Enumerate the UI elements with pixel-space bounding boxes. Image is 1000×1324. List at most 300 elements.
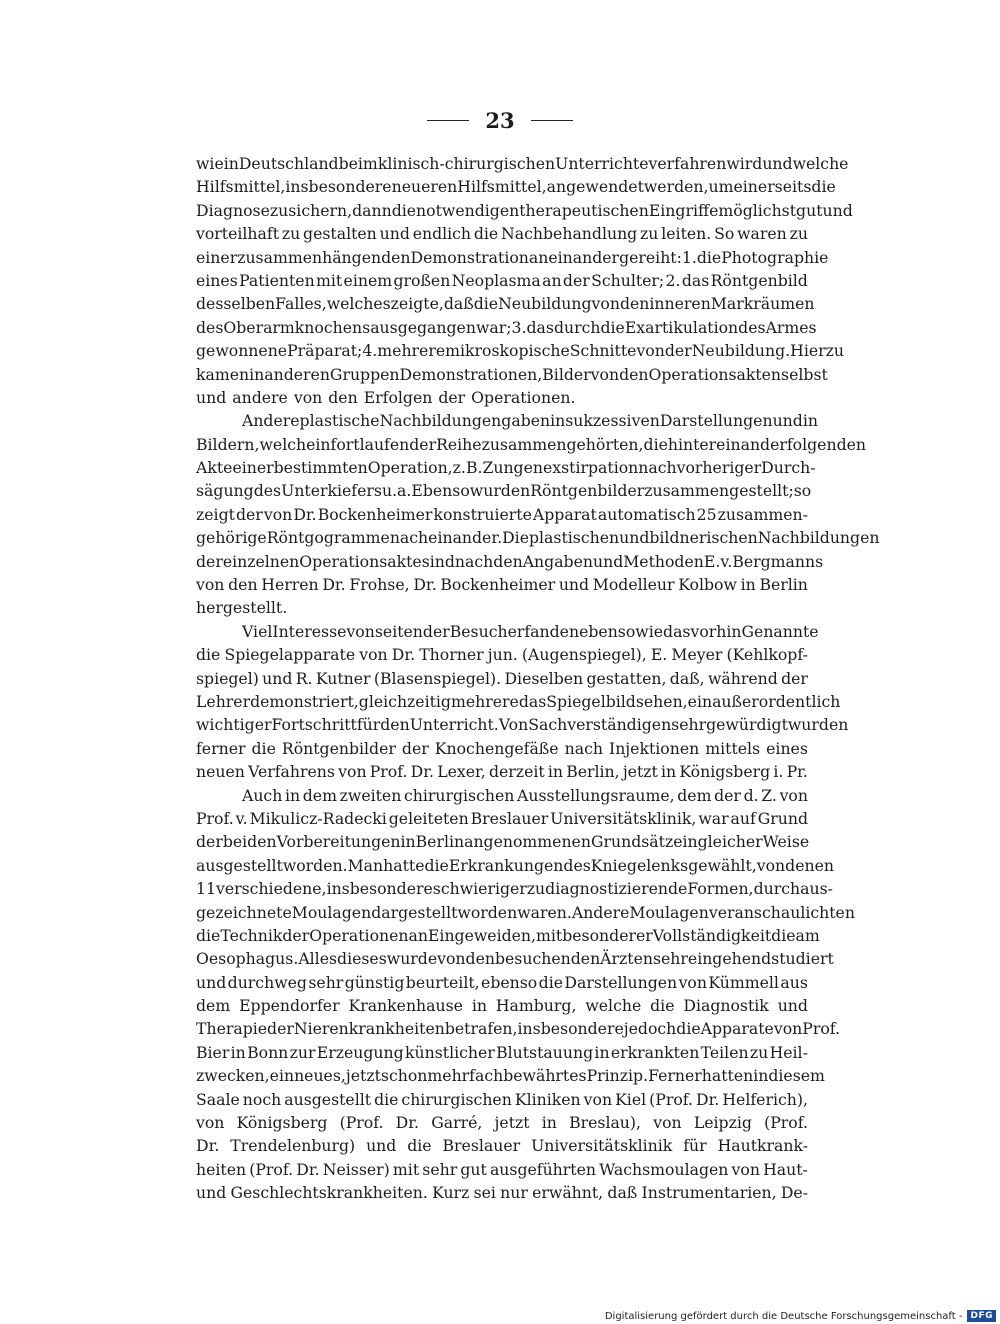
word: die xyxy=(696,247,722,267)
word: Formen, xyxy=(687,879,754,899)
word: 25 xyxy=(696,504,717,524)
word: welche xyxy=(585,996,642,1016)
word: (Prof. xyxy=(649,1089,693,1109)
word: Apparat xyxy=(532,504,597,524)
word: und xyxy=(619,528,650,548)
word: die xyxy=(811,177,836,197)
word: Kurz xyxy=(432,1183,470,1203)
word: anderen xyxy=(264,364,330,384)
text-line xyxy=(196,316,817,339)
word: (Kehlkopf- xyxy=(726,645,808,665)
word: Röntgogramme xyxy=(266,528,390,548)
word: Deutschland xyxy=(238,154,339,173)
word: zu xyxy=(269,200,289,220)
word: der xyxy=(664,341,692,361)
word: Patienten xyxy=(239,270,315,290)
word: E. xyxy=(650,645,668,665)
text-line xyxy=(196,807,808,830)
word: Kliniken xyxy=(514,1089,581,1109)
word: zu xyxy=(789,224,808,244)
word: Geschlechtskrankheiten. xyxy=(230,1183,428,1203)
word: ferner xyxy=(196,738,246,758)
word: sehr xyxy=(422,1159,458,1179)
word: besuchenden xyxy=(494,949,601,969)
word: die xyxy=(643,434,668,454)
word: geleiteten xyxy=(388,808,469,828)
word: jetzt xyxy=(622,762,658,782)
word: der xyxy=(267,1019,294,1039)
word: demonstriert, xyxy=(250,691,359,711)
word: Erfolgen xyxy=(363,387,433,407)
word: a. xyxy=(397,481,412,501)
word: wurde xyxy=(386,949,438,969)
word: chirurgischen xyxy=(401,1089,512,1109)
word: die xyxy=(424,855,449,875)
word: sehr xyxy=(671,715,707,735)
word: Dieselben xyxy=(504,668,584,688)
word: diagnostizierende xyxy=(545,879,688,899)
word: der xyxy=(282,925,310,945)
text-line xyxy=(196,386,808,409)
word: selbst xyxy=(781,364,828,384)
word: der xyxy=(422,621,450,641)
text-line xyxy=(196,994,808,1017)
word: des xyxy=(563,855,591,875)
word: Präparat; xyxy=(287,341,363,361)
word: wichtiger xyxy=(196,715,272,735)
word: Kolbow xyxy=(678,575,737,595)
word: Kutner xyxy=(315,668,371,688)
word: Operationsakten xyxy=(648,364,782,384)
word: bildnerischen xyxy=(649,528,758,548)
word: Dr. xyxy=(322,575,346,595)
word: nach xyxy=(638,458,677,478)
word: gezeichnete xyxy=(196,902,292,922)
word: v. xyxy=(235,808,248,828)
word: von xyxy=(773,1019,803,1039)
word: den xyxy=(493,551,523,571)
word: die xyxy=(407,1136,432,1156)
word: die xyxy=(473,224,499,244)
word: Man xyxy=(347,855,384,875)
word: für xyxy=(683,1136,707,1156)
word: während xyxy=(707,668,778,688)
word: Frohse, xyxy=(349,575,410,595)
word: Markräumen xyxy=(710,294,815,314)
word: verfahren xyxy=(648,154,727,173)
word: einzelnen xyxy=(222,551,300,571)
word: 4. xyxy=(362,341,378,361)
word: und xyxy=(379,224,410,244)
word: plastische xyxy=(299,411,380,431)
word: mehrfach xyxy=(427,1066,504,1086)
word: Hamburg, xyxy=(495,996,577,1016)
word: derzeit xyxy=(488,762,545,782)
word: jetzt xyxy=(494,1113,530,1133)
page-number: 23 xyxy=(485,108,515,133)
word: beim xyxy=(338,154,378,173)
word: Lehrer xyxy=(196,691,251,711)
word: in xyxy=(284,785,301,805)
word: vorheriger xyxy=(676,458,762,478)
word: zusammenhängenden xyxy=(237,247,411,267)
word: vorteilhaft xyxy=(196,224,279,244)
word: aus- xyxy=(800,879,833,899)
word: hintereinander xyxy=(667,434,787,454)
word: u. xyxy=(381,481,398,501)
word: chirurgischen xyxy=(403,785,515,805)
word: Fortschritt xyxy=(271,715,357,735)
word: klinisch-chirurgischen xyxy=(377,154,556,173)
footer-credit: Digitalisierung gefördert durch die Deutsche Forschungsgemeinschaft - xyxy=(604,1310,963,1322)
word: zur xyxy=(289,1042,316,1062)
word: gewürdigt xyxy=(706,715,788,735)
word: von xyxy=(756,855,786,875)
word: Berlin xyxy=(759,575,808,595)
word: Oesophagus. xyxy=(196,949,299,969)
word: zu xyxy=(749,1042,769,1062)
word: dem xyxy=(196,996,231,1016)
word: der xyxy=(401,738,429,758)
word: auf xyxy=(730,808,756,828)
word: studiert xyxy=(771,949,834,969)
word: an xyxy=(542,270,562,290)
text-line xyxy=(196,222,808,245)
text-line xyxy=(196,550,824,573)
word: Helferich), xyxy=(722,1089,808,1109)
word: das xyxy=(681,270,710,290)
word: Nierenkrankheiten xyxy=(293,1019,445,1039)
word: den xyxy=(619,294,650,314)
text-body xyxy=(196,152,880,1205)
text-line xyxy=(196,269,808,292)
word: betrafen, xyxy=(444,1019,518,1039)
word: gewonnene xyxy=(196,341,288,361)
word: gut xyxy=(460,1159,487,1179)
word: Reihe xyxy=(436,434,482,454)
text-line xyxy=(196,152,849,175)
word: neues, xyxy=(294,1066,346,1086)
word: Schulter; xyxy=(591,270,665,290)
word: Prinzip. xyxy=(586,1066,649,1086)
word: Erzeugung xyxy=(316,1042,404,1062)
word: dem xyxy=(302,785,337,805)
word: Heil- xyxy=(769,1042,808,1062)
word: in xyxy=(550,411,566,431)
word: von xyxy=(636,341,665,361)
word: von xyxy=(653,1113,682,1133)
word: andere xyxy=(232,387,288,407)
word: Weise xyxy=(762,832,810,852)
word: so xyxy=(793,481,812,501)
word: und xyxy=(777,996,808,1016)
text-line xyxy=(196,901,855,924)
text-line xyxy=(196,503,808,526)
text-line xyxy=(196,409,818,432)
word: Prof. xyxy=(369,762,408,782)
word: Genannte xyxy=(741,621,819,641)
word: spiegel) xyxy=(196,668,259,688)
word: 1. xyxy=(681,247,697,267)
text-line xyxy=(196,456,816,479)
word: von xyxy=(591,294,620,314)
word: sehr xyxy=(652,949,688,969)
word: Darstellungen xyxy=(564,972,678,992)
text-line xyxy=(196,1158,808,1181)
word: großen xyxy=(393,270,451,290)
text-line xyxy=(196,433,867,456)
word: Gruppen xyxy=(329,364,400,384)
word: zu xyxy=(640,224,659,244)
word: Viel xyxy=(242,621,273,641)
word: Dr. xyxy=(391,645,416,665)
word: Lexer, xyxy=(437,762,486,782)
word: Eingeweiden, xyxy=(427,925,537,945)
word: Therapie xyxy=(196,1019,268,1039)
word: die xyxy=(771,925,796,945)
word: besonderer xyxy=(562,925,653,945)
word: und xyxy=(822,200,853,220)
word: wurden xyxy=(469,481,531,501)
page-header xyxy=(0,108,1000,133)
word: eingehend xyxy=(687,949,772,969)
word: und xyxy=(196,1183,227,1203)
word: durch xyxy=(753,879,801,899)
word: wird xyxy=(726,154,763,173)
word: Nachbildungen xyxy=(757,528,880,548)
word: einer xyxy=(232,458,274,478)
text-line xyxy=(196,573,808,596)
word: Ausstellungsraume, xyxy=(517,785,675,805)
word: Dr. xyxy=(395,1113,420,1133)
text-line xyxy=(196,292,815,315)
word: Universitätsklinik xyxy=(531,1136,673,1156)
word: Andere xyxy=(571,902,630,922)
word: in xyxy=(230,1042,246,1062)
word: Leipzig xyxy=(693,1113,752,1133)
word: Trendelenburg) xyxy=(230,1136,356,1156)
word: Dr. xyxy=(413,575,437,595)
word: Neoplasma xyxy=(451,270,541,290)
word: E. xyxy=(703,551,721,571)
word: bewährtes xyxy=(503,1066,587,1086)
word: welche xyxy=(259,434,316,454)
word: möglichst xyxy=(718,200,797,220)
word: mehrere xyxy=(377,341,446,361)
word: Photographie xyxy=(721,247,829,267)
word: Eingriffe xyxy=(648,200,719,220)
word: worden xyxy=(457,902,518,922)
word: mit xyxy=(536,925,563,945)
word: konstruierte xyxy=(433,504,532,524)
word: von xyxy=(263,504,293,524)
word: Wachsmoulagen xyxy=(599,1159,729,1179)
word: die xyxy=(391,200,417,220)
word: Grund xyxy=(757,808,808,828)
word: des xyxy=(253,481,282,501)
word: dargestellt xyxy=(371,902,458,922)
word: Interesse xyxy=(272,621,347,641)
word: Durch- xyxy=(761,458,816,478)
text-line xyxy=(196,1041,808,1064)
word: die xyxy=(676,1019,701,1039)
word: hatten xyxy=(701,1066,754,1086)
word: von xyxy=(293,387,323,407)
word: sehr xyxy=(308,972,344,992)
word: ebenso xyxy=(481,972,538,992)
word: mit xyxy=(316,270,343,290)
word: gestalten xyxy=(303,224,377,244)
word: in xyxy=(315,434,331,454)
word: Ebenso xyxy=(411,481,470,501)
word: Dr. xyxy=(410,762,435,782)
word: in xyxy=(740,575,756,595)
word: plastischen xyxy=(529,528,620,548)
text-line xyxy=(196,1111,808,1134)
word: Berlin, xyxy=(566,762,620,782)
word: Hautkrank- xyxy=(717,1136,808,1156)
word: Akte xyxy=(196,458,233,478)
word: Unterricht. xyxy=(409,715,499,735)
text-line xyxy=(196,947,834,970)
word: angenommenen xyxy=(464,832,591,852)
text-line xyxy=(196,339,845,362)
text-line xyxy=(196,760,808,783)
word: des xyxy=(738,317,766,337)
word: ein xyxy=(687,691,713,711)
word: Die xyxy=(502,528,529,548)
word: schon xyxy=(380,1066,428,1086)
word: das xyxy=(526,317,554,337)
word: Nachbehandlung xyxy=(501,224,638,244)
word: So xyxy=(714,224,735,244)
word: Vorbereitungen xyxy=(276,832,401,852)
word: Grundsätze xyxy=(590,832,683,852)
word: die xyxy=(600,317,625,337)
word: Zungenexstirpation xyxy=(482,458,639,478)
word: eines xyxy=(196,270,238,290)
word: den xyxy=(465,949,495,969)
word: künstlicher xyxy=(405,1042,495,1062)
word: und xyxy=(592,551,624,571)
word: sichern, xyxy=(288,200,353,220)
word: den xyxy=(247,832,277,852)
word: günstig xyxy=(344,972,405,992)
word: hergestellt. xyxy=(196,598,288,618)
word: durch xyxy=(553,317,601,337)
word: Vollständigkeit xyxy=(652,925,772,945)
word: in xyxy=(223,154,239,173)
word: daß xyxy=(443,294,474,314)
text-line xyxy=(196,175,836,198)
word: Technik xyxy=(220,925,283,945)
word: an xyxy=(408,925,428,945)
word: zusammen- xyxy=(717,504,808,524)
word: R. xyxy=(295,668,313,688)
word: von xyxy=(731,1159,760,1179)
word: neuen xyxy=(196,762,245,782)
word: zweiten xyxy=(339,785,402,805)
word: nach xyxy=(454,551,494,571)
word: zusammengestellt; xyxy=(644,481,794,501)
word: ebenso xyxy=(579,621,636,641)
word: aneinander xyxy=(528,247,620,267)
word: schwieriger xyxy=(432,879,527,899)
word: leiten. xyxy=(661,224,712,244)
word: von xyxy=(590,364,620,384)
word: Kümmell xyxy=(708,972,779,992)
word: und xyxy=(772,411,803,431)
word: Röntgenbild xyxy=(710,270,808,290)
word: sehen, xyxy=(635,691,688,711)
text-line xyxy=(196,479,812,502)
word: Eppendorfer xyxy=(239,996,340,1016)
word: gut xyxy=(796,200,823,220)
word: und xyxy=(196,972,227,992)
word: zu xyxy=(526,879,546,899)
word: Bockenheimer xyxy=(317,504,433,524)
text-line xyxy=(196,199,853,222)
word: der xyxy=(438,387,466,407)
word: Bockenheimer xyxy=(440,575,556,595)
word: die xyxy=(538,972,563,992)
word: gleichzeitig xyxy=(358,691,451,711)
word: nach xyxy=(564,738,603,758)
word: Neubildung. xyxy=(691,341,791,361)
word: ausgestellt xyxy=(284,1089,372,1109)
word: in xyxy=(400,832,416,852)
header-rule-right xyxy=(531,120,573,122)
word: nur xyxy=(500,1183,528,1203)
text-line xyxy=(196,1017,840,1040)
word: Injektionen xyxy=(609,738,700,758)
word: inneren xyxy=(649,294,711,314)
word: der xyxy=(196,832,223,852)
footer xyxy=(605,1310,996,1322)
word: Prof. xyxy=(802,1019,840,1039)
word: beurteilt, xyxy=(405,972,480,992)
word: Pr. xyxy=(786,762,808,782)
word: Dr. xyxy=(293,504,317,524)
word: des xyxy=(196,317,224,337)
word: automatisch xyxy=(597,504,696,524)
word: daß, xyxy=(669,668,705,688)
word: war xyxy=(698,808,729,828)
word: verschiedene, xyxy=(215,879,327,899)
word: und xyxy=(196,387,227,407)
word: dem xyxy=(677,785,712,805)
word: in xyxy=(471,996,487,1016)
word: Herren xyxy=(261,575,319,595)
word: der xyxy=(562,270,590,290)
word: von xyxy=(583,1089,613,1109)
word: Instrumentarien, xyxy=(641,1183,777,1203)
word: waren xyxy=(737,224,787,244)
word: ausgestellt xyxy=(196,855,283,875)
word: werden, xyxy=(643,177,709,197)
word: 11 xyxy=(196,879,216,899)
word: (Blasenspiegel). xyxy=(373,668,502,688)
word: B. xyxy=(465,458,483,478)
word: jedoch xyxy=(623,1019,677,1039)
word: diesem xyxy=(768,1066,825,1086)
word: mit xyxy=(392,1159,420,1179)
word: Modelleur xyxy=(592,575,675,595)
word: desselben xyxy=(196,294,276,314)
word: Königsberg xyxy=(236,1113,328,1133)
word: d. xyxy=(743,785,759,805)
text-line xyxy=(196,924,820,947)
